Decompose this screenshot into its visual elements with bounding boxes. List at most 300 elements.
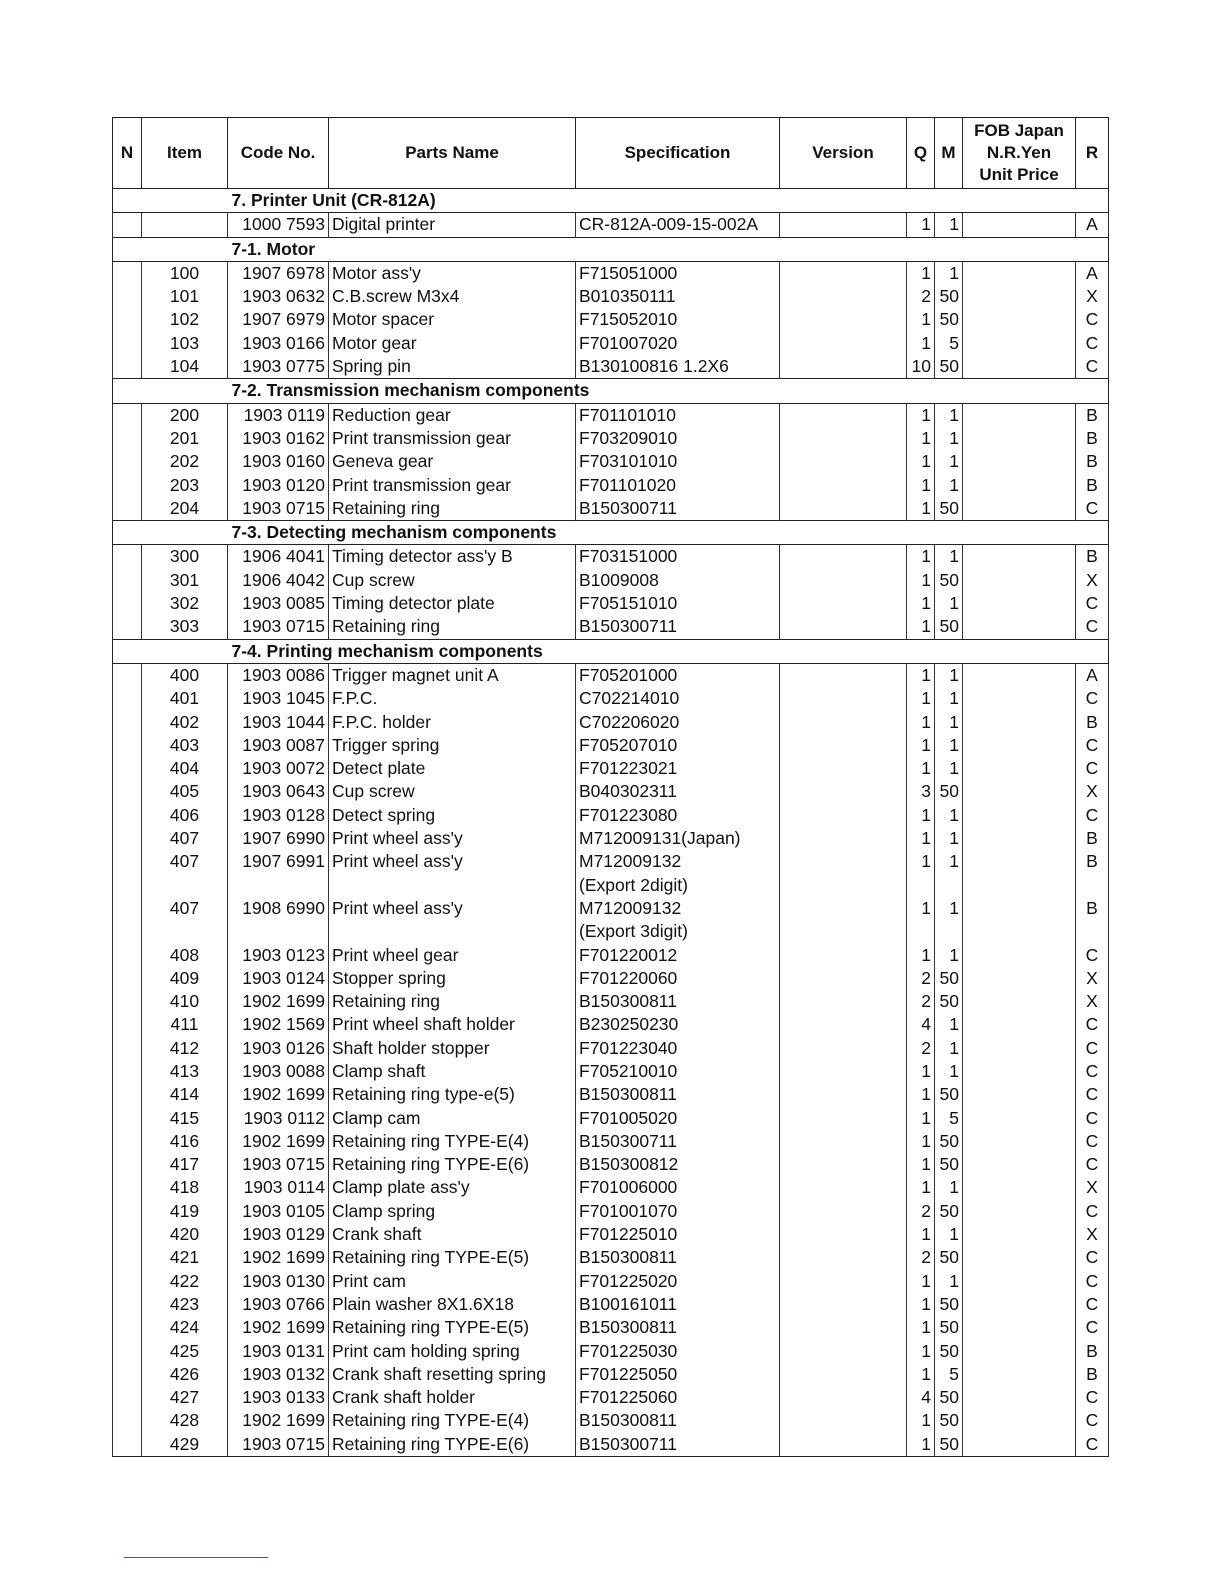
cell-n (113, 1153, 142, 1176)
header-version: Version (780, 118, 907, 189)
cell-m: 1 (935, 1223, 963, 1246)
cell-item: 429 (142, 1433, 228, 1457)
table-row (113, 734, 1109, 757)
table-row (113, 827, 1109, 850)
cell-item: 407 (142, 850, 228, 873)
cell-unit-price (963, 1223, 1076, 1246)
cell-q: 1 (907, 1340, 935, 1363)
cell-m: 5 (935, 1363, 963, 1386)
cell-specification: F705151010 (576, 592, 780, 615)
cell-q: 1 (907, 261, 935, 285)
cell-q (907, 874, 935, 897)
table-row (113, 897, 1109, 920)
cell-r: C (1076, 1246, 1109, 1269)
cell-version (780, 687, 907, 710)
cell-parts-name: Trigger magnet unit A (329, 663, 576, 687)
cell-code (228, 920, 329, 943)
cell-n (113, 1176, 142, 1199)
cell-version (780, 1060, 907, 1083)
cell-parts-name: Retaining ring (329, 615, 576, 639)
cell-n (113, 545, 142, 569)
cell-code: 1907 6978 (228, 261, 329, 285)
cell-q: 3 (907, 780, 935, 803)
cell-q: 1 (907, 1060, 935, 1083)
cell-unit-price (963, 920, 1076, 943)
cell-item: 203 (142, 474, 228, 497)
cell-n (113, 1340, 142, 1363)
cell-q: 1 (907, 1176, 935, 1199)
cell-n (113, 355, 142, 379)
table-row (113, 1363, 1109, 1386)
cell-item: 406 (142, 804, 228, 827)
cell-version (780, 990, 907, 1013)
cell-unit-price (963, 450, 1076, 473)
cell-code: 1902 1699 (228, 1316, 329, 1339)
cell-version (780, 874, 907, 897)
cell-n (113, 1060, 142, 1083)
cell-specification: F701223080 (576, 804, 780, 827)
cell-m: 1 (935, 687, 963, 710)
cell-version (780, 355, 907, 379)
table-row (113, 450, 1109, 473)
cell-n (113, 569, 142, 592)
cell-parts-name: Print wheel ass'y (329, 827, 576, 850)
cell-version (780, 569, 907, 592)
cell-version (780, 450, 907, 473)
cell-item: 103 (142, 332, 228, 355)
cell-code: 1903 0128 (228, 804, 329, 827)
cell-r: C (1076, 1200, 1109, 1223)
cell-specification: F701007020 (576, 332, 780, 355)
cell-item: 200 (142, 403, 228, 427)
cell-parts-name: Print transmission gear (329, 427, 576, 450)
cell-item: 417 (142, 1153, 228, 1176)
cell-version (780, 850, 907, 873)
cell-m (935, 920, 963, 943)
cell-code: 1903 0715 (228, 615, 329, 639)
cell-r: B (1076, 450, 1109, 473)
cell-q: 1 (907, 403, 935, 427)
cell-r: A (1076, 261, 1109, 285)
cell-unit-price (963, 1083, 1076, 1106)
cell-r: B (1076, 827, 1109, 850)
cell-version (780, 1433, 907, 1457)
cell-specification: F705201000 (576, 663, 780, 687)
cell-parts-name: Print wheel ass'y (329, 850, 576, 873)
cell-item: 426 (142, 1363, 228, 1386)
cell-r: C (1076, 944, 1109, 967)
cell-r: C (1076, 1386, 1109, 1409)
cell-code: 1903 0133 (228, 1386, 329, 1409)
cell-n (113, 663, 142, 687)
section-spacer (113, 379, 228, 403)
cell-unit-price (963, 1013, 1076, 1036)
cell-unit-price (963, 474, 1076, 497)
table-row (113, 1293, 1109, 1316)
cell-n (113, 474, 142, 497)
cell-specification: B150300711 (576, 615, 780, 639)
cell-specification: B150300811 (576, 1083, 780, 1106)
cell-r: B (1076, 403, 1109, 427)
table-row (113, 474, 1109, 497)
table-row (113, 1386, 1109, 1409)
cell-parts-name: Clamp cam (329, 1107, 576, 1130)
cell-q: 1 (907, 1293, 935, 1316)
cell-unit-price (963, 944, 1076, 967)
cell-q: 1 (907, 1316, 935, 1339)
cell-n (113, 450, 142, 473)
cell-item (142, 213, 228, 237)
cell-version (780, 332, 907, 355)
cell-q: 1 (907, 827, 935, 850)
section-title: 7-1. Motor (228, 237, 1109, 261)
cell-item: 407 (142, 827, 228, 850)
cell-r: C (1076, 1083, 1109, 1106)
cell-r: C (1076, 1409, 1109, 1432)
cell-code: 1902 1699 (228, 1130, 329, 1153)
cell-item: 421 (142, 1246, 228, 1269)
cell-item: 405 (142, 780, 228, 803)
table-body (113, 189, 1109, 1457)
cell-n (113, 827, 142, 850)
cell-unit-price (963, 804, 1076, 827)
cell-item: 418 (142, 1176, 228, 1199)
cell-parts-name: Retaining ring TYPE-E(6) (329, 1153, 576, 1176)
cell-parts-name: Print wheel ass'y (329, 897, 576, 920)
table-row (113, 545, 1109, 569)
cell-m: 50 (935, 1293, 963, 1316)
cell-n (113, 1316, 142, 1339)
cell-item: 409 (142, 967, 228, 990)
table-row (113, 687, 1109, 710)
cell-q: 1 (907, 1130, 935, 1153)
section-header-row (113, 189, 1109, 213)
cell-version (780, 804, 907, 827)
cell-parts-name: Geneva gear (329, 450, 576, 473)
cell-r: X (1076, 1223, 1109, 1246)
cell-version (780, 545, 907, 569)
table-row (113, 308, 1109, 331)
cell-version (780, 285, 907, 308)
cell-unit-price (963, 497, 1076, 521)
cell-unit-price (963, 1340, 1076, 1363)
cell-item: 302 (142, 592, 228, 615)
cell-code: 1000 7593 (228, 213, 329, 237)
cell-unit-price (963, 1153, 1076, 1176)
cell-version (780, 663, 907, 687)
cell-r: C (1076, 592, 1109, 615)
cell-m: 1 (935, 545, 963, 569)
cell-r: C (1076, 1013, 1109, 1036)
cell-version (780, 213, 907, 237)
cell-m: 50 (935, 967, 963, 990)
cell-m: 50 (935, 285, 963, 308)
cell-item: 303 (142, 615, 228, 639)
cell-m: 1 (935, 261, 963, 285)
cell-parts-name: Detect spring (329, 804, 576, 827)
header-r: R (1076, 118, 1109, 189)
cell-code: 1903 0775 (228, 355, 329, 379)
cell-specification: B230250230 (576, 1013, 780, 1036)
cell-version (780, 1083, 907, 1106)
cell-version (780, 1037, 907, 1060)
cell-r: B (1076, 897, 1109, 920)
cell-parts-name: Retaining ring type-e(5) (329, 1083, 576, 1106)
cell-unit-price (963, 355, 1076, 379)
cell-version (780, 497, 907, 521)
cell-n (113, 897, 142, 920)
cell-unit-price (963, 285, 1076, 308)
cell-q: 1 (907, 711, 935, 734)
cell-q: 2 (907, 967, 935, 990)
cell-r: B (1076, 427, 1109, 450)
cell-specification: B150300811 (576, 1409, 780, 1432)
cell-version (780, 1386, 907, 1409)
cell-parts-name: C.B.screw M3x4 (329, 285, 576, 308)
cell-item: 204 (142, 497, 228, 521)
cell-parts-name: Clamp plate ass'y (329, 1176, 576, 1199)
cell-specification: C702206020 (576, 711, 780, 734)
table-row (113, 1340, 1109, 1363)
cell-version (780, 1340, 907, 1363)
table-row (113, 1130, 1109, 1153)
header-q: Q (907, 118, 935, 189)
cell-m: 1 (935, 592, 963, 615)
table-row (113, 967, 1109, 990)
cell-specification: F701006000 (576, 1176, 780, 1199)
table-row (113, 1223, 1109, 1246)
cell-specification: B1009008 (576, 569, 780, 592)
cell-parts-name: Print wheel gear (329, 944, 576, 967)
cell-unit-price (963, 1246, 1076, 1269)
table-row (113, 1433, 1109, 1457)
cell-code (228, 874, 329, 897)
cell-n (113, 687, 142, 710)
cell-code: 1903 0715 (228, 1433, 329, 1457)
cell-code: 1903 0132 (228, 1363, 329, 1386)
cell-unit-price (963, 1176, 1076, 1199)
cell-item: 403 (142, 734, 228, 757)
cell-specification: F705210010 (576, 1060, 780, 1083)
cell-unit-price (963, 687, 1076, 710)
cell-version (780, 1130, 907, 1153)
cell-code: 1903 0129 (228, 1223, 329, 1246)
cell-n (113, 780, 142, 803)
cell-specification: B150300812 (576, 1153, 780, 1176)
cell-code: 1903 0715 (228, 1153, 329, 1176)
cell-item: 419 (142, 1200, 228, 1223)
cell-m: 50 (935, 1200, 963, 1223)
cell-m: 50 (935, 1386, 963, 1409)
cell-q: 2 (907, 1246, 935, 1269)
cell-parts-name: Cup screw (329, 569, 576, 592)
cell-unit-price (963, 1363, 1076, 1386)
header-m: M (935, 118, 963, 189)
cell-code: 1903 0715 (228, 497, 329, 521)
cell-item: 408 (142, 944, 228, 967)
cell-code: 1903 0131 (228, 1340, 329, 1363)
cell-item: 102 (142, 308, 228, 331)
cell-r: C (1076, 687, 1109, 710)
cell-item: 407 (142, 897, 228, 920)
cell-code: 1902 1699 (228, 1083, 329, 1106)
table-row (113, 569, 1109, 592)
cell-item: 420 (142, 1223, 228, 1246)
cell-q: 1 (907, 474, 935, 497)
cell-n (113, 285, 142, 308)
cell-m: 1 (935, 663, 963, 687)
cell-q: 1 (907, 615, 935, 639)
cell-n (113, 1363, 142, 1386)
cell-unit-price (963, 897, 1076, 920)
cell-unit-price (963, 874, 1076, 897)
cell-q: 1 (907, 897, 935, 920)
section-spacer (113, 639, 228, 663)
cell-code: 1903 0632 (228, 285, 329, 308)
cell-item: 412 (142, 1037, 228, 1060)
cell-version (780, 427, 907, 450)
cell-item: 401 (142, 687, 228, 710)
cell-r (1076, 874, 1109, 897)
cell-version (780, 734, 907, 757)
cell-version (780, 1153, 907, 1176)
cell-m: 1 (935, 1037, 963, 1060)
cell-version (780, 967, 907, 990)
cell-n (113, 990, 142, 1013)
header-n: N (113, 118, 142, 189)
cell-parts-name: Print transmission gear (329, 474, 576, 497)
cell-r: B (1076, 545, 1109, 569)
cell-parts-name: Clamp spring (329, 1200, 576, 1223)
cell-parts-name: Trigger spring (329, 734, 576, 757)
cell-parts-name: Detect plate (329, 757, 576, 780)
cell-specification: B150300711 (576, 1130, 780, 1153)
cell-n (113, 711, 142, 734)
cell-m: 1 (935, 897, 963, 920)
cell-q: 1 (907, 1363, 935, 1386)
cell-m: 50 (935, 569, 963, 592)
cell-specification: F701101020 (576, 474, 780, 497)
cell-q: 1 (907, 545, 935, 569)
table-row (113, 663, 1109, 687)
cell-code: 1903 0119 (228, 403, 329, 427)
cell-specification: F701225030 (576, 1340, 780, 1363)
cell-item: 425 (142, 1340, 228, 1363)
section-header-row (113, 521, 1109, 545)
cell-parts-name: Retaining ring (329, 497, 576, 521)
header-item: Item (142, 118, 228, 189)
cell-n (113, 1130, 142, 1153)
cell-r: X (1076, 569, 1109, 592)
cell-n (113, 1083, 142, 1106)
cell-code: 1903 0766 (228, 1293, 329, 1316)
cell-code: 1902 1699 (228, 1246, 329, 1269)
cell-parts-name: Shaft holder stopper (329, 1037, 576, 1060)
cell-version (780, 944, 907, 967)
cell-version (780, 1409, 907, 1432)
cell-r: C (1076, 1316, 1109, 1339)
cell-specification: M712009132 (576, 850, 780, 873)
cell-code: 1907 6990 (228, 827, 329, 850)
header-parts-name: Parts Name (329, 118, 576, 189)
cell-n (113, 1246, 142, 1269)
cell-item: 423 (142, 1293, 228, 1316)
cell-r: B (1076, 1340, 1109, 1363)
cell-code: 1903 0160 (228, 450, 329, 473)
footer-divider (124, 1557, 268, 1558)
cell-item: 424 (142, 1316, 228, 1339)
cell-unit-price (963, 757, 1076, 780)
cell-n (113, 1107, 142, 1130)
cell-n (113, 1270, 142, 1293)
table-row (113, 1316, 1109, 1339)
cell-n (113, 1200, 142, 1223)
cell-n (113, 1409, 142, 1432)
cell-version (780, 1316, 907, 1339)
cell-r: C (1076, 734, 1109, 757)
header-code: Code No. (228, 118, 329, 189)
cell-parts-name (329, 920, 576, 943)
table-row (113, 780, 1109, 803)
cell-parts-name: Retaining ring (329, 990, 576, 1013)
cell-code: 1906 4041 (228, 545, 329, 569)
cell-specification: B040302311 (576, 780, 780, 803)
cell-q: 2 (907, 1200, 935, 1223)
cell-version (780, 1176, 907, 1199)
cell-item: 411 (142, 1013, 228, 1036)
cell-m: 50 (935, 1316, 963, 1339)
table-row (113, 285, 1109, 308)
table-row (113, 1409, 1109, 1432)
cell-q: 10 (907, 355, 935, 379)
cell-q: 1 (907, 569, 935, 592)
cell-unit-price (963, 1293, 1076, 1316)
cell-unit-price (963, 663, 1076, 687)
cell-specification: CR-812A-009-15-002A (576, 213, 780, 237)
cell-version (780, 308, 907, 331)
cell-m: 1 (935, 403, 963, 427)
cell-n (113, 734, 142, 757)
cell-code: 1903 0114 (228, 1176, 329, 1199)
cell-r: A (1076, 663, 1109, 687)
cell-unit-price (963, 592, 1076, 615)
cell-q: 1 (907, 592, 935, 615)
cell-specification: F701225010 (576, 1223, 780, 1246)
cell-item (142, 874, 228, 897)
cell-parts-name: Clamp shaft (329, 1060, 576, 1083)
cell-item: 400 (142, 663, 228, 687)
cell-specification: C702214010 (576, 687, 780, 710)
cell-parts-name: Print wheel shaft holder (329, 1013, 576, 1036)
cell-r: C (1076, 1270, 1109, 1293)
table-row-continuation (113, 874, 1109, 897)
cell-code: 1903 1045 (228, 687, 329, 710)
cell-r: C (1076, 1107, 1109, 1130)
cell-code: 1902 1699 (228, 990, 329, 1013)
cell-unit-price (963, 261, 1076, 285)
cell-unit-price (963, 1037, 1076, 1060)
cell-m: 1 (935, 850, 963, 873)
cell-unit-price (963, 1409, 1076, 1432)
table-row (113, 1153, 1109, 1176)
cell-r: X (1076, 967, 1109, 990)
cell-item: 202 (142, 450, 228, 473)
cell-code: 1903 0123 (228, 944, 329, 967)
table-row (113, 213, 1109, 237)
cell-parts-name: Motor ass'y (329, 261, 576, 285)
cell-parts-name: Retaining ring TYPE-E(5) (329, 1246, 576, 1269)
cell-specification: F701220012 (576, 944, 780, 967)
